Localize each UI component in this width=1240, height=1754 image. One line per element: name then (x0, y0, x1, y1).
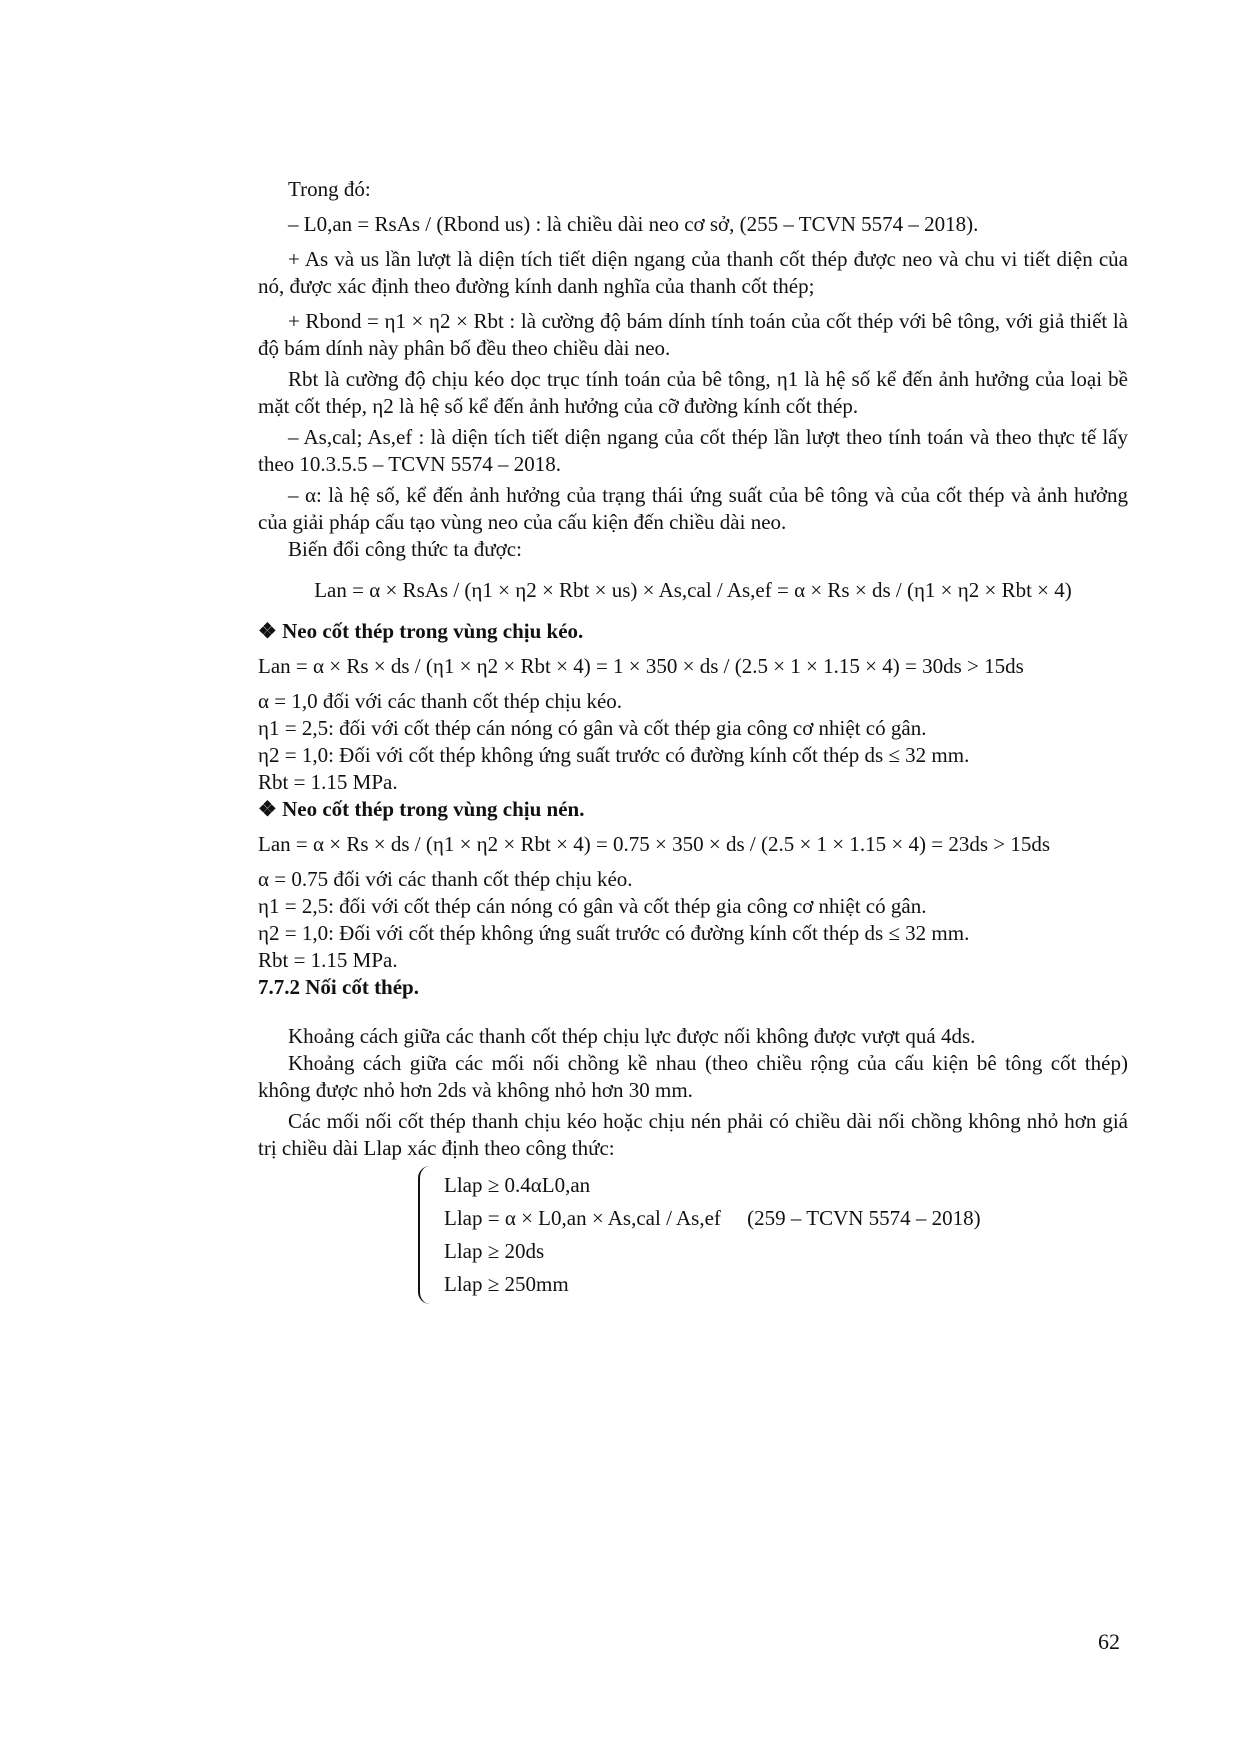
page-number: 62 (1098, 1629, 1120, 1654)
system-lines (444, 1166, 981, 1304)
heading-neo-keo: ❖ Neo cốt thép trong vùng chịu kéo. (258, 619, 584, 643)
nen-rbt: Rbt = 1.15 MPa. (258, 948, 398, 972)
system-line-4: Llap ≥ 250mm (444, 1272, 569, 1296)
paragraph-l0an-definition: – L0,an = RsAs / (Rbond us) : là chiều dài neo cơ sở, (255 – TCVN 5574 – 2018). (288, 212, 979, 236)
equation-lan-nen: Lan = α × Rs × ds / (η1 × η2 × Rbt × 4) = 0.75 × 350 × ds / (2.5 × 1 × 1.15 × 4) = 23ds > 15ds (258, 832, 1051, 856)
equation-lan-keo: Lan = α × Rs × ds / (η1 × η2 × Rbt × 4) = 1 × 350 × ds / (2.5 × 1 × 1.15 × 4) = 30ds > 15ds (258, 654, 1024, 678)
system-line-3: Llap ≥ 20ds (444, 1239, 545, 1263)
left-brace-icon (418, 1166, 438, 1304)
system-reference: (259 – TCVN 5574 – 2018) (747, 1206, 981, 1230)
nen-eta2: η2 = 1,0: Đối với cốt thép không ứng suất trước có đường kính cốt thép ds ≤ 32 mm. (258, 921, 970, 945)
paragraph-khoang-cach-1: Khoảng cách giữa các thanh cốt thép chịu lực được nối không được vượt quá 4ds. (288, 1024, 976, 1048)
paragraph-trong-do: Trong đó: (288, 177, 371, 201)
system-line-2 (444, 1205, 981, 1232)
paragraph-rbt: Rbt là cường độ chịu kéo dọc trục tính toán của bê tông, η1 là hệ số kể đến ảnh hưởng của loại bề mặt cốt thép, η2 là hệ số kể đến ảnh hưởng của cỡ đường kính cốt thép. (258, 367, 1128, 418)
paragraph-cac-moi-noi: Các mối nối cốt thép thanh chịu kéo hoặc chịu nén phải có chiều dài nối chồng không nhỏ hơn giá trị chiều dài Llap xác định theo công thức: (258, 1109, 1128, 1160)
paragraph-rbond: + Rbond = η1 × η2 × Rbt : là cường độ bám dính tính toán của cốt thép với bê tông, với giả thiết là độ bám dính này phân bố đều theo chiều dài neo. (258, 309, 1128, 360)
system-line-1: Llap ≥ 0.4αL0,an (444, 1173, 591, 1197)
paragraph-as-cal: – As,cal; As,ef : là diện tích tiết diện ngang của cốt thép lần lượt theo tính toán và theo thực tế lấy theo 10.3.5.5 – TCVN 5574 – 2018. (258, 425, 1128, 476)
keo-alpha: α = 1,0 đối với các thanh cốt thép chịu kéo. (258, 689, 623, 713)
paragraph-bien-doi: Biến đổi công thức ta được: (288, 537, 522, 561)
nen-alpha: α = 0.75 đối với các thanh cốt thép chịu kéo. (258, 867, 633, 891)
equation-lan-general: Lan = α × RsAs / (η1 × η2 × Rbt × us) × As,cal / As,ef = α × Rs × ds / (η1 × η2 × Rbt × 4) (314, 578, 1072, 602)
paragraph-khoang-cach-2: Khoảng cách giữa các mối nối chồng kề nhau (theo chiều rộng của cấu kiện bê tông cốt thép) không được nhỏ hơn 2ds và không nhỏ hơn 30 mm. (258, 1051, 1128, 1102)
paragraph-alpha: – α: là hệ số, kể đến ảnh hưởng của trạng thái ứng suất của bê tông và của cốt thép và ảnh hưởng của giải pháp cấu tạo vùng neo của cấu kiện đến chiều dài neo. (258, 483, 1128, 534)
paragraph-as-us: + As và us lần lượt là diện tích tiết diện ngang của thanh cốt thép được neo và chu vi tiết diện của nó, được xác định theo đường kính danh nghĩa của thanh cốt thép; (258, 247, 1128, 298)
heading-7-7-2: 7.7.2 Nối cốt thép. (258, 975, 419, 999)
keo-eta1: η1 = 2,5: đối với cốt thép cán nóng có gân và cốt thép gia công cơ nhiệt có gân. (258, 716, 927, 740)
llap-equation-system (418, 1166, 1128, 1304)
keo-rbt: Rbt = 1.15 MPa. (258, 770, 398, 794)
keo-eta2: η2 = 1,0: Đối với cốt thép không ứng suất trước có đường kính cốt thép ds ≤ 32 mm. (258, 743, 970, 767)
system-line-2-formula: Llap = α × L0,an × As,cal / As,ef (444, 1206, 721, 1230)
nen-eta1: η1 = 2,5: đối với cốt thép cán nóng có gân và cốt thép gia công cơ nhiệt có gân. (258, 894, 927, 918)
heading-neo-nen: ❖ Neo cốt thép trong vùng chịu nén. (258, 797, 585, 821)
page-content (258, 176, 1128, 1304)
